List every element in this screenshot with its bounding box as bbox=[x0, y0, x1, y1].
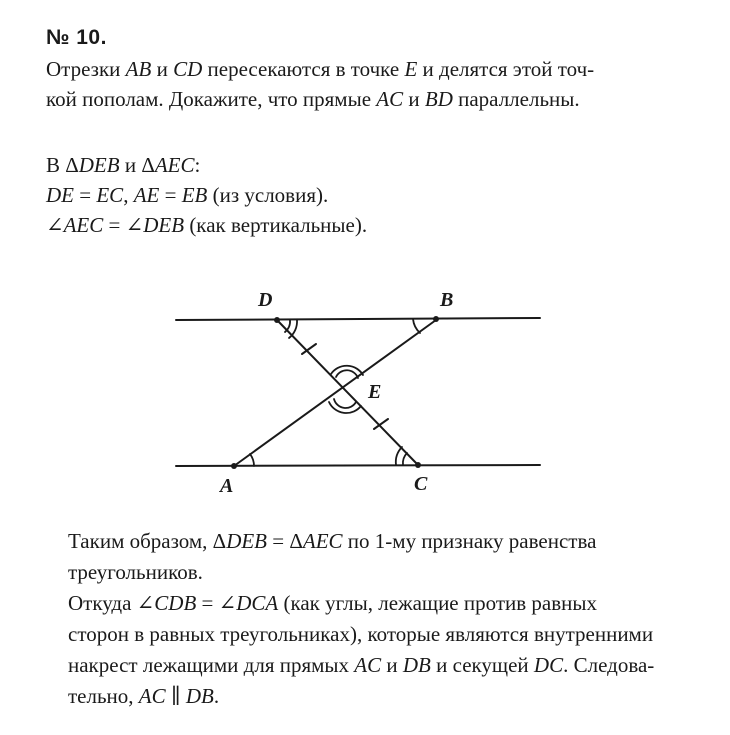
point-c bbox=[415, 462, 421, 468]
label-e: E bbox=[368, 381, 382, 403]
tick-de bbox=[302, 344, 316, 354]
angle-arc-e-top-1 bbox=[336, 370, 358, 378]
angle-arc-b bbox=[413, 319, 420, 333]
conclusion-p2-line-1: Откуда ∠CDB = ∠DCA (как углы, лежащие против равных bbox=[68, 591, 598, 615]
tick-ec bbox=[374, 419, 388, 429]
point-d bbox=[274, 317, 280, 323]
angle-arc-e-top-2 bbox=[331, 366, 363, 375]
angle-arc-e-bottom-1 bbox=[334, 399, 356, 408]
proof-given bbox=[46, 150, 686, 240]
proof-line-3: ∠AEC = ∠DEB (как вертикальные). bbox=[46, 213, 368, 237]
label-d: D bbox=[258, 289, 273, 311]
problem-number: № 10. bbox=[46, 26, 107, 49]
line-ac bbox=[176, 465, 540, 466]
proof-line-1: В ΔDEB и ΔAEC: bbox=[46, 153, 201, 177]
angle-arc-c-2 bbox=[396, 447, 402, 465]
proof-conclusion bbox=[68, 526, 713, 712]
statement-line-1: Отрезки AB и CD пересекаются в точке E и делятся этой точ- bbox=[46, 57, 595, 81]
segment-ab bbox=[234, 320, 436, 466]
conclusion-p2-line-2: сторон в равных треугольниках), которые являются внутренними bbox=[68, 622, 654, 646]
conclusion-p1-line-1: Таким образом, ΔDEB = ΔAEC по 1-му признаку равенства bbox=[68, 529, 597, 553]
line-db bbox=[176, 318, 540, 320]
conclusion-p2-line-4: тельно, AC ∥ DB. bbox=[68, 684, 220, 708]
problem-statement bbox=[46, 54, 701, 114]
label-a: A bbox=[220, 475, 234, 497]
label-c: C bbox=[414, 473, 428, 495]
statement-line-2: кой пополам. Докажите, что прямые AC и BD параллельны. bbox=[46, 87, 580, 111]
conclusion-p1-line-2: треугольников. bbox=[68, 560, 203, 584]
angle-arc-e-bottom-2 bbox=[329, 402, 361, 413]
label-b: B bbox=[440, 289, 454, 311]
angle-arc-d-2 bbox=[289, 320, 297, 338]
angle-arc-c-1 bbox=[403, 453, 407, 465]
segment-cd bbox=[277, 320, 418, 465]
point-a bbox=[231, 463, 237, 469]
angle-arc-a bbox=[250, 454, 254, 466]
point-b bbox=[433, 316, 439, 322]
conclusion-p2-line-3: накрест лежащими для прямых AC и DB и секущей DC. Следова- bbox=[68, 653, 655, 677]
proof-line-2: DE = EC, AE = EB (из условия). bbox=[46, 183, 329, 207]
angle-arc-d-1 bbox=[285, 320, 290, 332]
